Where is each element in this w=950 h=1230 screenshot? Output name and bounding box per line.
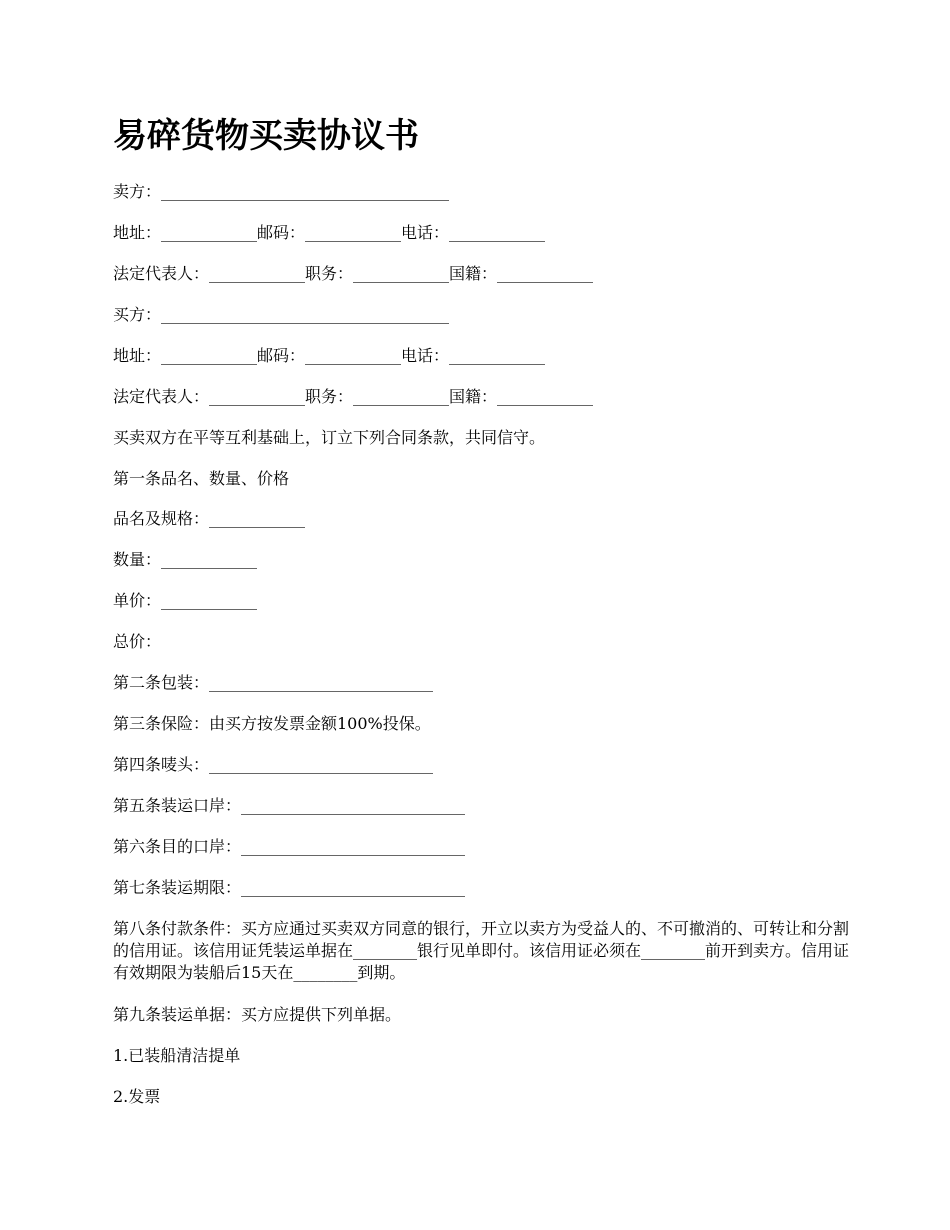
seller-line: 卖方：____________________________________: [113, 182, 450, 201]
buyer-line: 买方：____________________________________: [113, 305, 450, 324]
clause1-heading: 第一条品名、数量、价格: [113, 469, 290, 488]
clause7-shipment-time-line: 第七条装运期限：____________________________: [113, 878, 466, 897]
clause6-destination-port-line: 第六条目的口岸：____________________________: [113, 837, 466, 856]
seller-representative-line: 法定代表人：____________职务：____________国籍：____________: [113, 264, 594, 283]
seller-address-line: 地址：____________邮码：____________电话：____________: [113, 223, 546, 242]
clause3-insurance-line: 第三条保险：由买方按发票金额100%投保。: [113, 714, 431, 733]
product-spec-line: 品名及规格：____________: [113, 509, 306, 528]
clause2-packing-line: 第二条包装：____________________________: [113, 673, 434, 692]
buyer-address-line: 地址：____________邮码：____________电话：____________: [113, 346, 546, 365]
clause8-payment-paragraph: 第八条付款条件：买方应通过买卖双方同意的银行，开立以卖方为受益人的、不可撤消的、可转让和分割的信用证。该信用证凭装运单据在________银行见单即付。该信用证必须在________前开到卖方。信用证有效期限为装船后15天在________到期。: [113, 919, 850, 982]
clause9-documents-line: 第九条装运单据：买方应提供下列单据。: [113, 1005, 402, 1024]
preamble-line: 买卖双方在平等互利基础上，订立下列合同条款，共同信守。: [113, 428, 546, 447]
list-item: 1.已装船清洁提单: [113, 1046, 241, 1065]
quantity-line: 数量：____________: [113, 550, 258, 569]
unit-price-line: 单价：____________: [113, 591, 258, 610]
total-price-line: 总价：: [113, 632, 162, 651]
clause4-marks-line: 第四条唛头：____________________________: [113, 755, 434, 774]
clause5-loading-port-line: 第五条装运口岸：____________________________: [113, 796, 466, 815]
document-title: 易碎货物买卖协议书: [113, 116, 419, 156]
list-item: 2.发票: [113, 1087, 161, 1106]
buyer-representative-line: 法定代表人：____________职务：____________国籍：____________: [113, 387, 594, 406]
